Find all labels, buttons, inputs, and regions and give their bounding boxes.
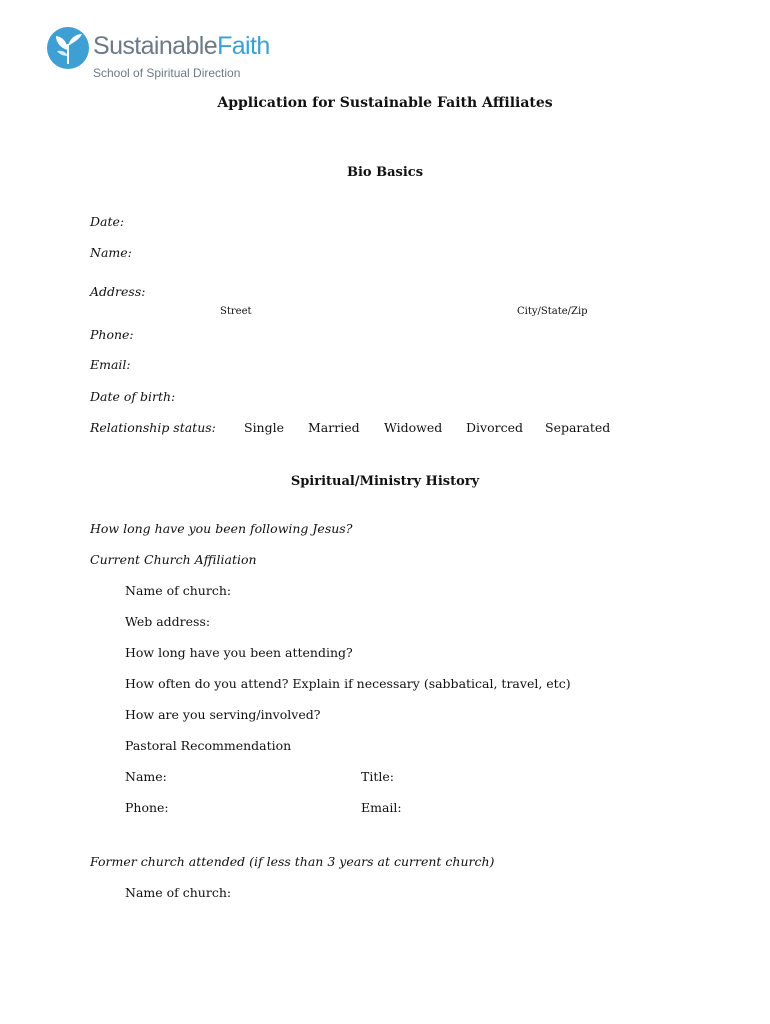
attending-duration-label: How long have you been attending? [125, 645, 353, 660]
option-widowed: Widowed [384, 420, 443, 435]
date-label: Date: [90, 214, 125, 229]
former-church-name-label: Name of church: [125, 885, 232, 900]
web-address-label: Web address: [125, 614, 211, 629]
church-name-label: Name of church: [125, 583, 232, 598]
attendance-frequency-label: How often do you attend? Explain if necessary (sabbatical, travel, etc) [125, 676, 571, 691]
following-jesus-label: How long have you been following Jesus? [90, 521, 353, 536]
option-married: Married [308, 420, 360, 435]
date-of-birth-label: Date of birth: [90, 389, 176, 404]
pastor-title-label: Title: [361, 769, 394, 784]
brand-tagline: School of Spiritual Direction [93, 66, 241, 80]
city-state-zip-caption: City/State/Zip [517, 306, 588, 317]
address-label: Address: [90, 284, 146, 299]
option-separated: Separated [545, 420, 611, 435]
street-caption: Street [220, 306, 252, 317]
current-church-label: Current Church Affiliation [90, 552, 257, 567]
brand-name-accent: Faith [217, 32, 270, 60]
bio-basics-heading: Bio Basics [346, 165, 424, 180]
name-label: Name: [90, 245, 132, 260]
pastoral-recommendation-label: Pastoral Recommendation [125, 738, 292, 753]
email-label: Email: [90, 357, 131, 372]
relationship-status-label: Relationship status: [90, 420, 216, 435]
option-single: Single [244, 420, 285, 435]
brand-name-main: Sustainable [93, 32, 218, 60]
phone-label: Phone: [90, 327, 134, 342]
page-title: Application for Sustainable Faith Affiliates [217, 95, 553, 111]
pastor-email-label: Email: [361, 800, 402, 815]
pastor-phone-label: Phone: [125, 800, 169, 815]
pastor-name-label: Name: [125, 769, 167, 784]
serving-involved-label: How are you serving/involved? [125, 707, 321, 722]
sustainable-faith-logo [46, 26, 270, 82]
brand-name [93, 32, 270, 61]
leaf-circle-icon [46, 26, 90, 70]
spiritual-history-heading: Spiritual/Ministry History [290, 474, 480, 489]
former-church-label: Former church attended (if less than 3 years at current church) [90, 854, 495, 869]
option-divorced: Divorced [466, 420, 523, 435]
